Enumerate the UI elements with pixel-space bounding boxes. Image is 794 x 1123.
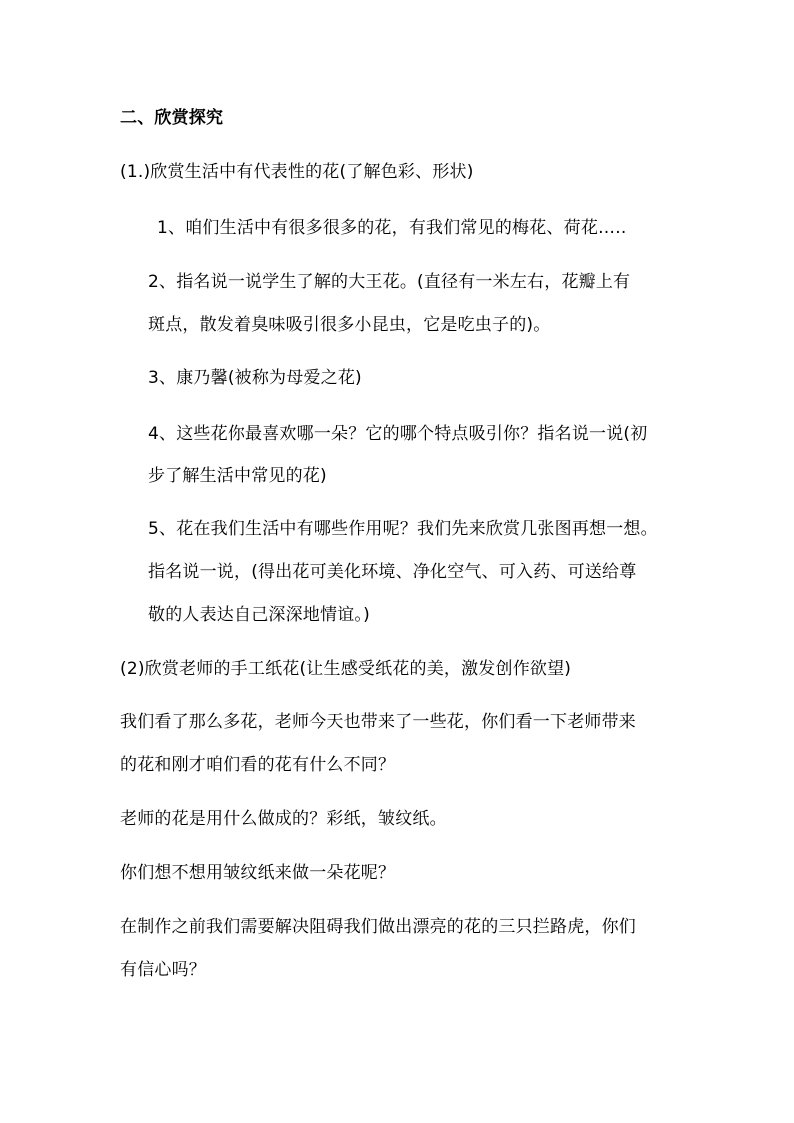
paragraph-3: 你们想不想用皱纹纸来做一朵花呢？: [120, 863, 396, 883]
list-item-5-line-2: 指名说一说，(得出花可美化环境、净化空气、可入药、可送给尊: [148, 562, 637, 582]
list-item-1: 1、咱们生活中有很多很多的花，有我们常见的梅花、荷花…..: [157, 218, 627, 238]
paragraph-1-line-2: 的花和刚才咱们看的花有什么不同？: [120, 755, 396, 775]
list-item-2-line-1: 2、指名说一说学生了解的大王花。(直径有一米左右，花瓣上有: [148, 272, 631, 292]
section-heading: 二、欣赏探究: [120, 108, 224, 128]
list-item-2-line-2: 斑点，散发着臭味吸引很多小昆虫，它是吃虫子的)。: [148, 315, 551, 335]
list-item-3: 3、康乃馨(被称为母爱之花): [148, 368, 362, 388]
list-item-4-line-2: 步了解生活中常见的花): [148, 466, 327, 486]
list-item-5-line-1: 5、花在我们生活中有哪些作用呢？我们先来欣赏几张图再想一想。: [148, 519, 658, 539]
list-item-4-line-1: 4、这些花你最喜欢哪一朵？它的哪个特点吸引你？指名说一说(初: [148, 424, 648, 444]
list-item-5-line-3: 敬的人表达自己深深地情谊。): [148, 605, 370, 625]
paragraph-4-line-2: 有信心吗？: [120, 960, 206, 980]
section-2-title: (2)欣赏老师的手工纸花(让生感受纸花的美，激发创作欲望): [120, 659, 572, 679]
paragraph-2: 老师的花是用什么做成的？彩纸，皱纹纸。: [120, 809, 447, 829]
paragraph-1-line-1: 我们看了那么多花，老师今天也带来了一些花，你们看一下老师带来: [120, 712, 636, 732]
section-1-title: (1.)欣赏生活中有代表性的花(了解色彩、形状): [120, 162, 474, 182]
paragraph-4-line-1: 在制作之前我们需要解决阻碍我们做出漂亮的花的三只拦路虎，你们: [120, 917, 636, 937]
